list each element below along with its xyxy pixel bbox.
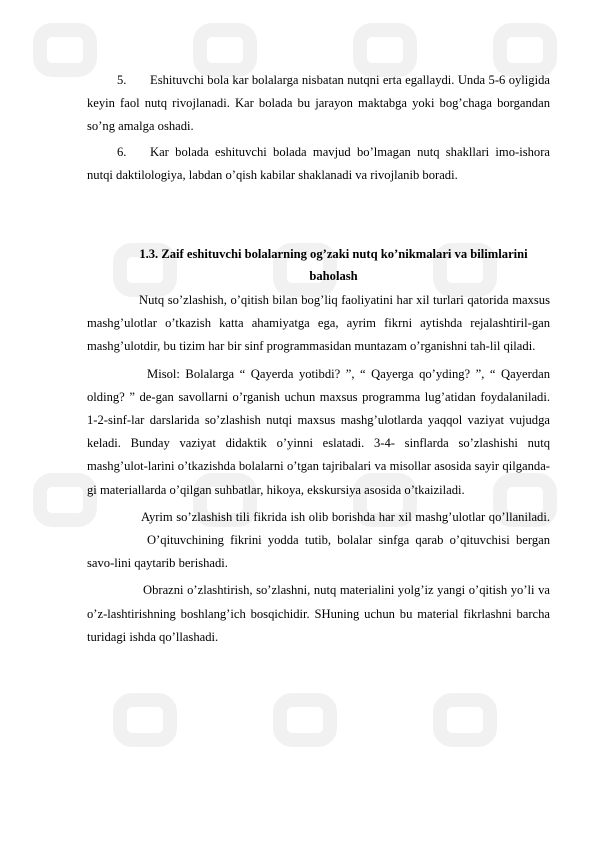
paragraph-1: Nutq so’zlashish, o’qitish bilan bog’liq faoliyatini har xil turlari qatorida maxsus mashg’ulotlar o’tkazish katta ahamiyatga ega, ayrim fikrni aytishda rejalashtiril-gan mashg’ulotdir, bu tizim har bir sinf programmasidan muntazam o’rganishni tah-lil qiladi. xyxy=(87,293,550,354)
list-item-number: 5. xyxy=(117,73,127,87)
document-page xyxy=(87,69,550,653)
list-item-text: Eshituvchi bola kar bolalarga nisbatan nutqni erta egallaydi. Unda 5-6 oyligida keyin faol nutq rivojlanadi. Kar bolada bu jarayon maktabga yoki bog’chaga borgandan so’ng amalga oshadi. xyxy=(87,73,550,134)
paragraph-2: Misol: Bolalarga “ Qayerda yotibdi? ”, “ Qayerga qo’yding? ”, “ Qayerdan olding? ” de-gan savollarni o’rganish uchun maxsus programma lug’atidan foydalaniladi. 1-2-sinf-lar darslarida so’zlashish nutqi maxsus mashg’ulotlarda yaqqol vaziyat vujudga keladi. Bunday vaziyat didaktik o’yinni eslatadi. 3-4- sinflarda so’zlashishi nutq mashg’ulot-larini o’tkazishda bolalarni o’tgan tajribalari va misollar asosida sayir qilganda-gi materiallarda o’qilgan suhbatlar, hikoya, ekskursiya asosida o’tkaiziladi. xyxy=(87,366,550,497)
list-item-text: Kar bolada eshituvchi bolada mavjud bo’lmagan nutq shakllari imo-ishora nutqi daktilologiya, labdan o’qish kabilar shaklanadi va rivojlanib boradi. xyxy=(87,144,550,182)
list-item-5 xyxy=(87,69,550,139)
paragraph-4: Obrazni o’zlashtirish, so’zlashni, nutq materialini yolg’iz yangi o’qitish yo’li va o’z-lashtirishning boshlang’ich bosqichidir. SHuning uchun bu material fikrlashni barcha turidagi ishda qo’llashadi. xyxy=(87,583,550,644)
section-heading: 1.3. Zaif eshituvchi bolalarning og’zaki nutq ko’nikmalari va bilimlarini baholash xyxy=(139,247,528,284)
paragraph-3-part-a: Ayrim so’zlashish tili fikrida ish olib borishda har xil mashg’ulotlar qo’llaniladi. xyxy=(141,509,550,524)
paragraph-3-part-b: O’qituvchining fikrini yodda tutib, bolalar sinfga qarab o’qituvchisi bergan savo-lini qaytarib berishadi. xyxy=(87,533,550,571)
list-item-number: 6. xyxy=(117,144,127,159)
list-item-6 xyxy=(87,141,550,187)
paragraph-3 xyxy=(87,506,550,576)
